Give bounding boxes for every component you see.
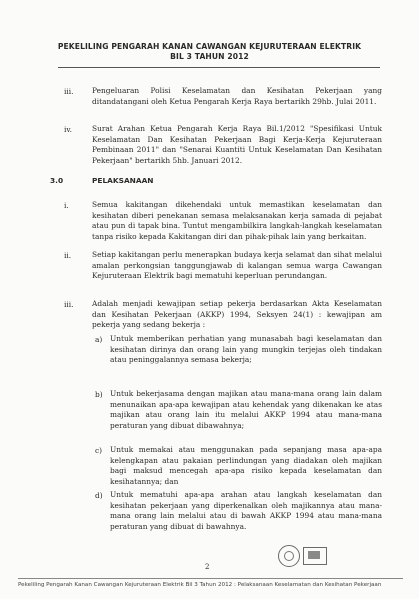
section-number: 3.0 [50, 176, 64, 185]
page-number: 2 [205, 563, 210, 571]
header-title: PEKELILING PENGARAH KANAN CAWANGAN KEJURUTERAAN ELEKTRIK [57, 42, 362, 51]
subitem-letter: a) [95, 335, 103, 344]
item-number: iv. [64, 125, 73, 134]
document-header [0, 42, 419, 62]
footer-rule [18, 578, 403, 579]
jkr-logo-icon [303, 547, 327, 565]
sub-list-item: Untuk memberikan perhatian yang munasabah bagi keselamatan dan kesihatan dirinya dan orang lain yang mungkin terjejas oleh tindakan atau peninggalannya semasa bekerja; [110, 334, 382, 365]
item-number: ii. [64, 251, 72, 260]
footer-text: Pekeliling Pengarah Kanan Cawangan Kejuruteraan Elektrik Bil 3 Tahun 2012 : Pelaksanaan Keselamatan dan Kesihatan Pekerjaan [18, 582, 382, 588]
header-subtitle: BIL 3 TAHUN 2012 [170, 52, 249, 61]
list-item: Adalah menjadi kewajipan setiap pekerja berdasarkan Akta Keselamatan dan Kesihatan Pekerjaan (AKKP) 1994, Seksyen 24(1) : kewajipan am pekerja yang sedang bekerja : [92, 299, 382, 330]
government-seal-icon [278, 545, 300, 567]
item-number: iii. [64, 300, 74, 309]
subitem-letter: b) [95, 390, 103, 399]
item-number: i. [64, 201, 69, 210]
sub-list-item: Untuk bekerjasama dengan majikan atau mana-mana orang lain dalam menunaikan apa-apa kewajipan atau kehendak yang dikenakan ke atas majikan atau orang lain itu melalui AKKP 1994 atau mana-mana peraturan yang dibuat dibawahnya; [110, 389, 382, 430]
list-item: Setiap kakitangan perlu menerapkan budaya kerja selamat dan sihat melalui amalan perkongsian tanggungjawab di kalangan semua warga Cawangan Kejuruteraan Elektrik bagi mematuhi keperluan perundangan. [92, 250, 382, 281]
section-title: PELAKSANAAN [92, 176, 154, 185]
subitem-letter: d) [95, 491, 103, 500]
sub-list-item: Untuk mematuhi apa-apa arahan atau langkah keselamatan dan kesihatan pekerjaan yang diperkenalkan oleh majikannya atau mana-mana orang lain melalui atau di bawah AKKP 1994 atau mana-mana peraturan yang dibuat di bawahnya. [110, 490, 382, 531]
list-item: Semua kakitangan dikehendaki untuk memastikan keselamatan dan kesihatan diberi penekanan semasa melaksanakan kerja samada di pejabat atau pun di tapak bina. Tuntut mengambilkira langkah-langkah keselamatan tanpa risiko kepada Kakitangan diri dan pihak-pihak lain yang berkaitan. [92, 200, 382, 241]
list-item: Surat Arahan Ketua Pengarah Kerja Raya Bil.1/2012 "Spesifikasi Untuk Keselamatan Dan Kesihatan Pekerjaan Bagi Kerja-Kerja Kejuruteraan Pembinaan 2011" dan "Senarai Kuantiti Untuk Keselamatan Dan Kesihatan Pekerjaan" bertarikh 5hb. Januari 2012. [92, 124, 382, 165]
subitem-letter: c) [95, 446, 103, 455]
sub-list-item: Untuk memakai atau menggunakan pada sepanjang masa apa-apa kelengkapan atau pakaian perlindungan yang diadakan oleh majikan bagi maksud mencegah apa-apa risiko kepada keselamatan dan kesihatannya; dan [110, 445, 382, 486]
header-rule [58, 67, 380, 68]
list-item: Pengeluaran Polisi Keselamatan dan Kesihatan Pekerjaan yang ditandatangani oleh Ketua Pengarah Kerja Raya bertarikh 29hb. Julai 2011. [92, 86, 382, 106]
item-number: iii. [64, 87, 74, 96]
